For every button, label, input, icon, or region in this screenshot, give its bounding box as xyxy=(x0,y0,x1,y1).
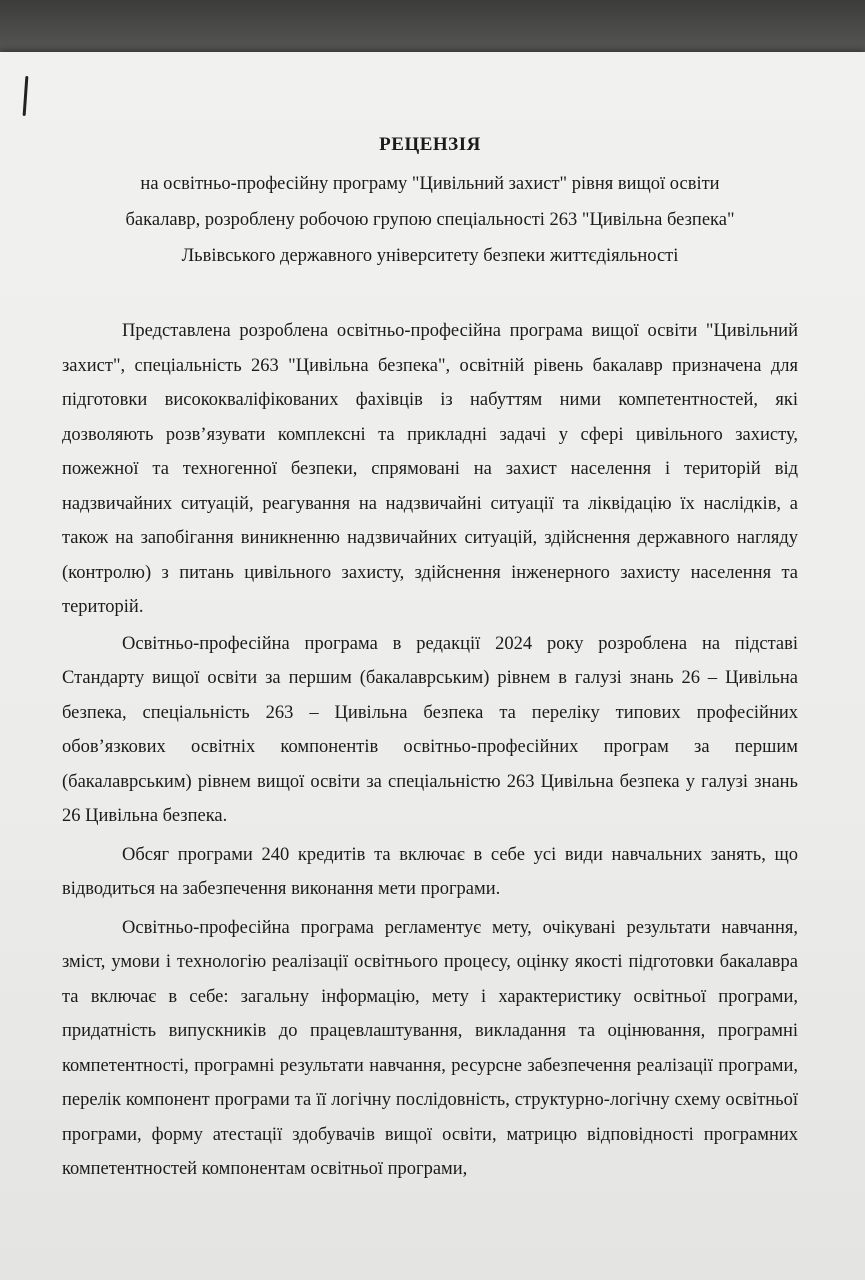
paragraph: Освітньо-професійна програма в редакції 2024 року розроблена на підставі Стандарту вищої освіти за першим (бакалаврським) рівнем в галузі знань 26 – Цивільна безпека, спеціальність 263 – Цивільна безпека та переліку типових професійних обов’язкових освітніх компонентів освітньо-професійних програм за першим (бакалаврським) рівнем вищої освіти за спеціальністю 263 Цивільна безпека у галузі знань 26 Цивільна безпека. xyxy=(62,633,798,826)
subtitle-line: Львівського державного університету безпеки життєдіяльності xyxy=(181,246,679,266)
document-body xyxy=(62,134,798,1187)
paragraph: Представлена розроблена освітньо-професійна програма вищої освіти "Цивільний захист", спеціальність 263 "Цивільна безпека", освітній рівень бакалавр призначена для підготовки висококваліфікованих фахівців із набуттям ними компетентностей, які дозволяють розв’язувати комплексні та прикладні задачі у сфері цивільного захисту, пожежної та техногенної безпеки, спрямовані на захист населення і територій від надзвичайних ситуацій, реагування на надзвичайні ситуації та ліквідацію їх наслідків, а також на запобігання виникненню надзвичайних ситуацій, здійснення державного нагляду (контролю) з питань цивільного захисту, здійснення інженерного захисту населення та територій. xyxy=(62,321,798,617)
document-subtitle xyxy=(62,166,798,274)
paragraph: Освітньо-професійна програма регламентує мету, очікувані результати навчання, зміст, умови і технологію реалізації освітнього процесу, оцінку якості підготовки бакалавра та включає в себе: загальну інформацію, мету і характеристику освітньої програми, придатність випускників до працевлаштування, викладання та оцінювання, програмні компетентності, програмні результати навчання, ресурсне забезпечення реалізації програми, перелік компонент програми та її логічну послідовність, структурно-логічну схему освітньої програми, форму атестації здобувачів вищої освіти, матрицю відповідності програмних компетентностей компонентам освітньої програми, xyxy=(62,917,798,1179)
subtitle-line: бакалавр, розроблену робочою групою спеціальності 263 "Цивільна безпека" xyxy=(125,210,735,230)
pen-mark xyxy=(23,76,29,116)
document-title: РЕЦЕНЗІЯ xyxy=(379,134,481,155)
document-page xyxy=(0,52,865,1280)
paragraph: Обсяг програми 240 кредитів та включає в себе усі види навчальних занять, що відводиться на забезпечення виконання мети програми. xyxy=(62,844,798,899)
subtitle-line: на освітньо-професійну програму "Цивільний захист" рівня вищої освіти xyxy=(140,174,720,194)
